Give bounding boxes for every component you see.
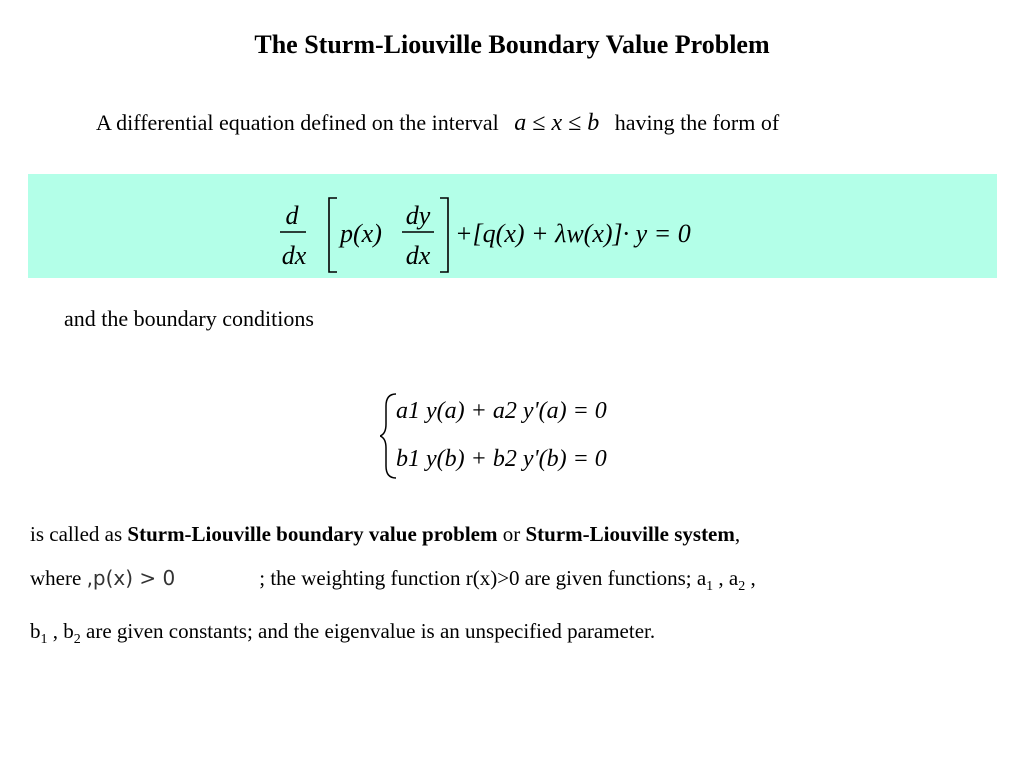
left-square-bracket (329, 198, 337, 272)
eq-dy-numerator: dy (405, 201, 431, 230)
text-comma-2: , (745, 566, 756, 590)
text-given-constants: are given constants; and the eigenvalue is an unspecified parameter. (80, 619, 656, 644)
eq-remainder: +[q(x) + λw(x)]· y = 0 (455, 219, 691, 248)
subscript-b2: 2 (73, 632, 81, 648)
eq-p-of-x: p(x) (340, 219, 382, 248)
right-square-bracket (440, 198, 448, 272)
p-positive-condition: ,p(x) > 0 (86, 566, 176, 590)
eq-d-numerator: d (285, 201, 299, 230)
intro-sentence (96, 110, 779, 137)
boundary-condition-a: a1 y(a) + a2 y'(a) = 0 (396, 398, 607, 424)
paragraph-line-3 (30, 609, 1000, 662)
eq-dx-denominator-2: dx (405, 241, 431, 270)
intro-text-before: A differential equation defined on the interval (96, 110, 499, 135)
left-curly-brace (380, 394, 396, 478)
page-title: The Sturm-Liouville Boundary Value Problem (254, 30, 770, 59)
boundary-conditions-label: and the boundary conditions (64, 306, 314, 331)
definition-paragraph (30, 512, 1000, 662)
text-a2: , a (713, 566, 739, 590)
boundary-condition-b: b1 y(b) + b2 y'(b) = 0 (396, 446, 607, 472)
text-b: b (30, 619, 41, 644)
sturm-liouville-equation (280, 192, 760, 278)
subscript-2: 2 (738, 579, 746, 595)
term-sl-bvp: Sturm-Liouville boundary value problem (127, 522, 498, 546)
text-where: where (30, 566, 87, 590)
intro-text-after: having the form of (614, 110, 780, 135)
text-comma: , (734, 522, 741, 546)
eq-dx-denominator: dx (281, 241, 307, 270)
paragraph-line-2 (30, 556, 1000, 609)
text-b2: , b (47, 619, 74, 644)
text-weighting-function: ; the weighting function r(x)>0 are given functions; a (259, 566, 707, 590)
text-or: or (497, 522, 526, 546)
subscript-b1: 1 (40, 632, 48, 648)
interval-expression: a ≤ x ≤ b (514, 110, 600, 136)
term-sl-system: Sturm-Liouville system (525, 522, 735, 546)
boundary-conditions-system (380, 390, 680, 480)
text-is-called: is called as (30, 522, 128, 546)
paragraph-line-1 (30, 512, 1000, 556)
subscript-1: 1 (706, 579, 714, 595)
